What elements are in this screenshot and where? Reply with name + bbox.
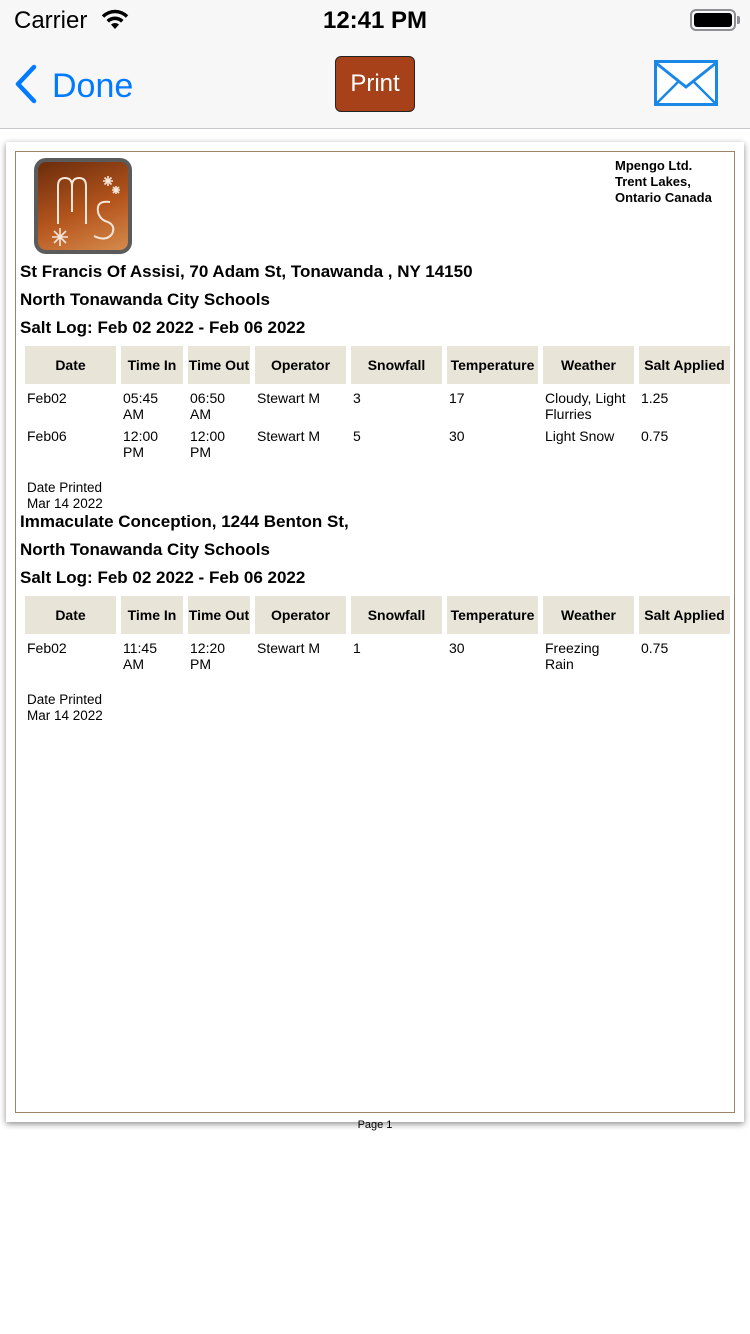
mail-button[interactable] [654,60,718,106]
site-section [20,258,735,512]
cell-temperature: 30 [449,640,465,656]
column-header: Weather [543,346,634,384]
cell-temperature: 17 [449,390,465,406]
cell-temperature: 30 [449,428,465,444]
column-header: Date [25,596,116,634]
site-section [20,508,735,724]
cell-operator: Stewart M [257,428,321,444]
date-printed-label: Date Printed [27,480,103,495]
column-header: Time In [121,596,183,634]
table-header-row [25,596,730,634]
column-header: Time Out [188,596,250,634]
column-header: Snowfall [351,346,442,384]
date-printed-value: Mar 14 2022 [27,496,103,511]
cell-date: Feb06 [27,428,67,444]
cell-weather: Cloudy, Light Flurries [545,390,626,422]
company-name: Mpengo Ltd. [615,158,693,173]
cell-date: Feb02 [27,640,67,656]
log-title: Salt Log: Feb 02 2022 - Feb 06 2022 [20,568,306,587]
envelope-icon [654,93,718,110]
column-header: Operator [255,596,346,634]
cell-weather: Light Snow [545,428,615,444]
done-button[interactable] [14,64,133,108]
battery-icon [690,9,736,31]
column-header: Temperature [447,596,538,634]
company-logo [34,158,132,254]
client-name: North Tonawanda City Schools [20,540,270,559]
report-page [6,142,744,1131]
client-name: North Tonawanda City Schools [20,290,270,309]
site-address: St Francis Of Assisi, 70 Adam St, Tonawanda , NY 14150 [20,262,473,281]
column-header: Weather [543,596,634,634]
site-address: Immaculate Conception, 1244 Benton St, [20,512,349,531]
nav-bar [0,44,750,129]
cell-date: Feb02 [27,390,67,406]
print-preview-area [0,130,750,1334]
column-header: Time Out [188,346,250,384]
page-number: Page 1 [357,1119,393,1131]
column-header: Snowfall [351,596,442,634]
column-header: Date [25,346,116,384]
cell-time-out: 12:00 PM [190,428,226,460]
company-city: Trent Lakes, [615,174,691,189]
cell-operator: Stewart M [257,390,321,406]
cell-snowfall: 5 [353,428,361,444]
cell-time-out: 06:50 AM [190,390,226,422]
cell-weather: Freezing Rain [545,640,600,672]
column-header: Salt Applied [639,596,730,634]
battery-cap [737,16,740,24]
column-header: Time In [121,346,183,384]
table-header-row [25,346,730,384]
table-row [25,634,730,672]
company-region: Ontario Canada [615,190,712,205]
table-row [25,422,730,460]
salt-log-table [20,596,735,672]
cell-snowfall: 1 [353,640,361,656]
status-bar [0,0,750,44]
cell-snowfall: 3 [353,390,361,406]
cell-time-out: 12:20 PM [190,640,226,672]
date-printed-label: Date Printed [27,692,103,707]
table-row [25,384,730,422]
company-address [615,158,712,206]
date-printed [27,692,735,724]
column-header: Temperature [447,346,538,384]
cell-operator: Stewart M [257,640,321,656]
date-printed-value: Mar 14 2022 [27,708,103,723]
cell-salt: 1.25 [641,390,669,406]
print-button[interactable]: Print [335,56,415,112]
chevron-left-icon [14,64,38,109]
log-title: Salt Log: Feb 02 2022 - Feb 06 2022 [20,318,306,337]
clock: 12:41 PM [322,7,428,34]
done-label: Done [52,66,134,105]
cell-time-in: 05:45 AM [123,390,159,422]
salt-log-table [20,346,735,460]
column-header: Operator [255,346,346,384]
cell-salt: 0.75 [641,428,669,444]
cell-salt: 0.75 [641,640,669,656]
cell-time-in: 12:00 PM [123,428,159,460]
carrier-label: Carrier [14,7,88,34]
column-header: Salt Applied [639,346,730,384]
cell-time-in: 11:45 AM [123,640,157,672]
